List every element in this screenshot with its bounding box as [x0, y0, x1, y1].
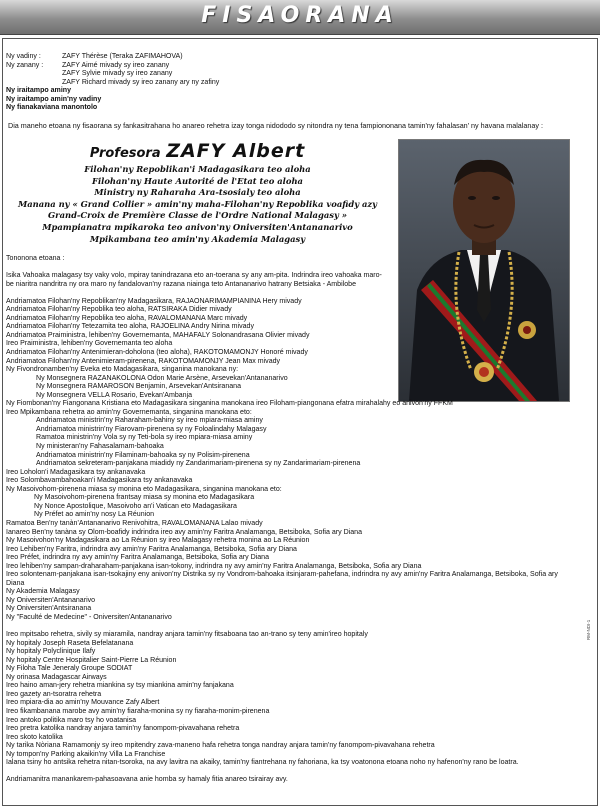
acknowledgement-line: Ireo skoto katolika	[6, 733, 63, 741]
acknowledgement-line: Ireo lehiben'ny sampan-draharaham-panjakana isan-tokony, indrindra ny avy amin'ny Faritra Analamanga, Betsiboka, Sofia ary Diana	[6, 562, 422, 570]
acknowledgement-line: Andriamatoa ministrin'ny Fiarovam-pirenena sy ny Foloalindahy Malagasy	[36, 425, 267, 433]
acknowledgement-line: Ireo Préfet, indrindra ny avy amin'ny Faritra Analamanga, Betsiboka, Sofia ary Diana	[6, 554, 269, 562]
acknowledgement-line: Ny Nonce Apostolique, Masoivoho an'i Vatican eto Madagasikara	[34, 502, 237, 510]
acknowledgement-line: Ireo Praiministra, lehiben'ny Governemanta teo aloha	[6, 340, 173, 348]
deceased-title-line: Filohan'ny Haute Autorité de l'Etat teo aloha	[92, 175, 303, 186]
acknowledgement-line: Ireo Lehiben'ny Faritra, indrindra avy amin'ny Faritra Analamanga, Betsiboka, Sofia ary Diana	[6, 545, 297, 553]
acknowledgement-line: Ireo fikambanana marobe avy amin'ny fiaraha-monina sy ny fiaraha-monim-pirenena	[6, 707, 270, 715]
family-row	[6, 79, 219, 88]
family-group: Ny iraitampo aminy	[6, 87, 72, 95]
acknowledgement-line: Ialana tsiny ho antsika rehetra nitan-tsoroka, na avy lavitra na akaiky, tamin'ny fiantrehana ny fahoriana, ka tsy voatonona etoana noho ny hafenon'ny rano be loatra.	[6, 759, 519, 767]
acknowledgement-line: Ny tarika Nòriana Ramamonjy sy ireo mpitendry zava-maneno hafa rehetra tonga nandray anjara tamin'ny fanompom-pivavahana rehetra	[6, 742, 435, 750]
acknowledgement-line: Andriamatoa ministrin'ny Filaminam-bahoaka sy ny Polisim-pirenena	[36, 451, 250, 459]
family-row	[6, 53, 219, 62]
acknowledgement-line: Andriamatoa Praiministra, lehiben'ny Governemanta, MAHAFALY Solonandrasana Olivier mivady	[6, 331, 310, 339]
acknowledgement-line: Ramatoa Ben'ny tanàn'Antananarivo Renivohitra, RAVALOMANANA Lalao mivady	[6, 519, 263, 527]
deceased-titles	[0, 164, 395, 245]
blank-line	[6, 289, 558, 298]
deceased-title-line: Ministry ny Raharaha Ara-tsosialy teo aloha	[94, 187, 301, 198]
family-value: ZAFY Thérèse (Teraka ZAFIMAHOVA)	[62, 53, 183, 60]
acknowledgement-line: Ny "Faculté de Medecine" - Oniversiten'Antananarivo	[6, 613, 172, 621]
acknowledgement-line: Ny Fivondronamben'ny Eveka eto Madagasikara, singanina manokana ny:	[6, 366, 239, 374]
deceased-heading	[0, 140, 395, 162]
acknowledgement-line: Ny Préfet ao amin'ny nosy La Réunion	[34, 511, 155, 519]
acknowledgement-line: Ny Masoivohom-pirenena miasa sy monina eto Madagasikara, singanina manokana eto:	[6, 485, 282, 493]
acknowledgement-line: be niaritra nandritra ny ora maro ny fandalovan'ny razana niainga teto Antananarivo hatrany Betsiaka - Ambilobe	[6, 280, 356, 288]
family-row	[6, 70, 219, 79]
deceased-title-line: Mpampianatra mpikaroka teo anivon'ny Oniversiten'Antananarivo	[42, 221, 353, 232]
acknowledgement-line: Ny hopitaly Polyclinique Ilafy	[6, 648, 96, 656]
family-row	[6, 62, 219, 71]
acknowledgement-line: Ireo Loholon'i Madagasikara tsy ankanavaka	[6, 468, 146, 476]
deceased-title-line: Mpikambana teo amin'ny Akademia Malagasy	[89, 233, 306, 244]
acknowledgement-line: Diana	[6, 579, 25, 587]
acknowledgement-line: Ny Akademia Malagasy	[6, 588, 80, 596]
deceased-title-line: Manana ny « Grand Collier » amin'ny maha-Filohan'ny Repoblika voafidy azy	[17, 198, 378, 209]
family-group: Ny iraitampo amin'ny vadiny	[6, 95, 102, 103]
family-key: Ny zanany :	[6, 61, 44, 69]
acknowledgement-line: Ny Monsegnera RAZANAKOLONA Odon Marie Arsène, Arsevekan'Antananarivo	[36, 374, 288, 382]
acknowledgement-line: Ireo pretra katolika nandray anjara tamin'ny fanompom-pivavahana rehetra	[6, 725, 240, 733]
acknowledgement-line: Isika Vahoaka malagasy tsy vaky volo, mpiray tanindrazana eto an-toerana sy any am-pita. Indrindra ireo vahoaka maro-	[6, 272, 382, 280]
acknowledgement-line: Ny Filoha Tale Jeneraly Groupe SODIAT	[6, 665, 133, 673]
family-group: Ny fianakaviana manontolo	[6, 104, 98, 112]
deceased-block	[0, 140, 395, 245]
acknowledgement-line: Andriamatoa Filohan'ny Antenimieram-pirenena, RAKOTOMAMONJY Jean Max mivady	[6, 357, 281, 365]
acknowledgement-line: Ny tompon'ny Parking akaikin'ny Villa La Franchise	[6, 750, 166, 758]
family-value: ZAFY Sylvie mivady sy ireo zanany	[62, 70, 173, 78]
banner-title: FISAORANA	[201, 3, 399, 28]
banner	[0, 0, 600, 35]
blank-line	[6, 768, 558, 777]
acknowledgement-line: Ireo Solombavambahoakan'i Madagasikara tsy ankanavaka	[6, 477, 193, 485]
deceased-name: ZAFY Albert	[166, 140, 306, 162]
acknowledgement-line: Ireo haino aman-jery rehetra miankina sy tsy miankina amin'ny fanjakana	[6, 682, 234, 690]
acknowledgement-line: Tononona etoana :	[6, 255, 65, 262]
family-value: ZAFY Aimé mivady sy ireo zanany	[62, 61, 170, 69]
deceased-title-line: Filohan'ny Repoblikan'i Madagasikara teo aloha	[84, 164, 311, 174]
side-reference-code: RM-NDI-1	[586, 619, 591, 640]
acknowledgement-line: Ny Fiombonan'ny Fiangonana Kristiana eto Madagasikara singanina manokana ireo Filoham-piangonana efatra mirahalahy eo anivon'ny FFKM	[6, 400, 453, 408]
acknowledgement-line: Ianareo Ben'ny tanàna sy Olom-boafidy indrindra ireo avy amin'ny Faritra Analamanga, Betsiboka, Sofia ary Diana	[6, 528, 363, 536]
acknowledgement-line: Ny hopitaly Joseph Raseta Befelatanana	[6, 639, 134, 647]
acknowledgement-line: Andriamatoa sekreteram-panjakana miadidy ny Zandarimariam-pirenena sy ny Zandarimariam-pirenena	[36, 460, 361, 468]
acknowledgement-line: Ireo gazety an-tsoratra rehetra	[6, 690, 102, 698]
acknowledgement-line: Ny Masoivohom-pirenena frantsay miasa sy monina eto Madagasikara	[34, 494, 255, 502]
acknowledgement-line: Ireo mpiara-dia ao amin'ny Mouvance Zafy Albert	[6, 699, 160, 707]
acknowledgement-line: Ny Monsegnera RAMAROSON Benjamin, Arsevekan'Antsiranana	[36, 383, 242, 391]
acknowledgement-line: Andriamatoa ministrin'ny Raharaham-bahiny sy ireo mpiara-miasa aminy	[36, 417, 263, 425]
intro-paragraph: Dia maneho etoana ny fisaorana sy fankasitrahana ho anareo rehetra izay tonga nidododo sy nitondra ny tena fampiononana tamin'ny fahalasan' ny havana malalanay :	[8, 121, 543, 130]
acknowledgement-line: Ny orinasa Madagascar Airways	[6, 673, 107, 681]
title-prefix: Profesora	[89, 146, 161, 161]
blank-line	[6, 623, 558, 632]
acknowledgement-line: Ireo Mpikambana rehetra ao amin'ny Governemanta, singanina manokana eto:	[6, 408, 252, 416]
acknowledgement-line: Ireo solontenam-panjakana isan-tsokajiny eny anivon'ny Distrika sy ny Vondrom-bahoaka itsinjaram-pahefana, indrindra ny avy amin'ny Faritra Analamanga, Betsiboka, Sofia ary	[6, 571, 558, 579]
acknowledgement-line: Ramatoa ministrin'ny Vola sy ny Teti-bola sy ireo mpiara-miasa aminy	[36, 434, 253, 442]
acknowledgement-line: Andriamatoa Filohan'ny Antenimieran-doholona (teo aloha), RAKOTOMAMONJY Honoré mivady	[6, 349, 308, 357]
acknowledgement-line: Andriamatoa Filohan'ny Repoblika teo aloha, RATSIRAKA Didier mivady	[6, 306, 232, 314]
acknowledgement-line: Ny Oniversiten'Antananarivo	[6, 596, 96, 604]
family-key: Ny vadiny :	[6, 53, 41, 60]
acknowledgement-line: Ny Oniversiten'Antsiranana	[6, 605, 92, 613]
acknowledgement-line: Ny Monsegnera VELLA Rosario, Evekan'Ambanja	[36, 391, 193, 399]
family-list	[6, 53, 219, 113]
acknowledgement-list	[6, 255, 558, 785]
family-value: ZAFY Richard mivady sy ireo zanany ary ny zafiny	[62, 78, 220, 86]
acknowledgement-line: Ireo antoko politika maro tsy ho voatanisa	[6, 716, 137, 724]
acknowledgement-line: Andriamanitra manankarem-pahasoavana anie homba sy hamaly fitia anareo tsirairay avy.	[6, 776, 288, 784]
acknowledgement-line: Ny ministeran'ny Fahasalamam-bahoaka	[36, 443, 164, 451]
acknowledgement-line: Andriamatoa Filohan'ny Repoblikan'ny Madagasikara, RAJAONARIMAMPIANINA Hery mivady	[6, 297, 302, 305]
blank-line	[6, 264, 558, 273]
acknowledgement-line: Andriamatoa Filohan'ny Tetezamita teo aloha, RAJOELINA Andry Nirina mivady	[6, 323, 254, 331]
acknowledgement-line: Ny Masoivohon'ny Madagasikara ao La Réunion sy ireo Malagasy rehetra monina ao La Réunion	[6, 537, 310, 545]
acknowledgement-line: Ireo mpitsabo rehetra, sivily sy miaramila, nandray anjara tamin'ny fitsaboana tao an-trano sy teny amin'ireo hopitaly	[6, 631, 368, 639]
acknowledgement-line: Andriamatoa Filohan'ny Repoblika teo aloha, RAVALOMANANA Marc mivady	[6, 314, 248, 322]
acknowledgement-line: Ny hopitaly Centre Hospitalier Saint-Pierre La Réunion	[6, 656, 177, 664]
deceased-title-line: Grand-Croix de Première Classe de l'Ordre National Malagasy »	[48, 210, 347, 221]
